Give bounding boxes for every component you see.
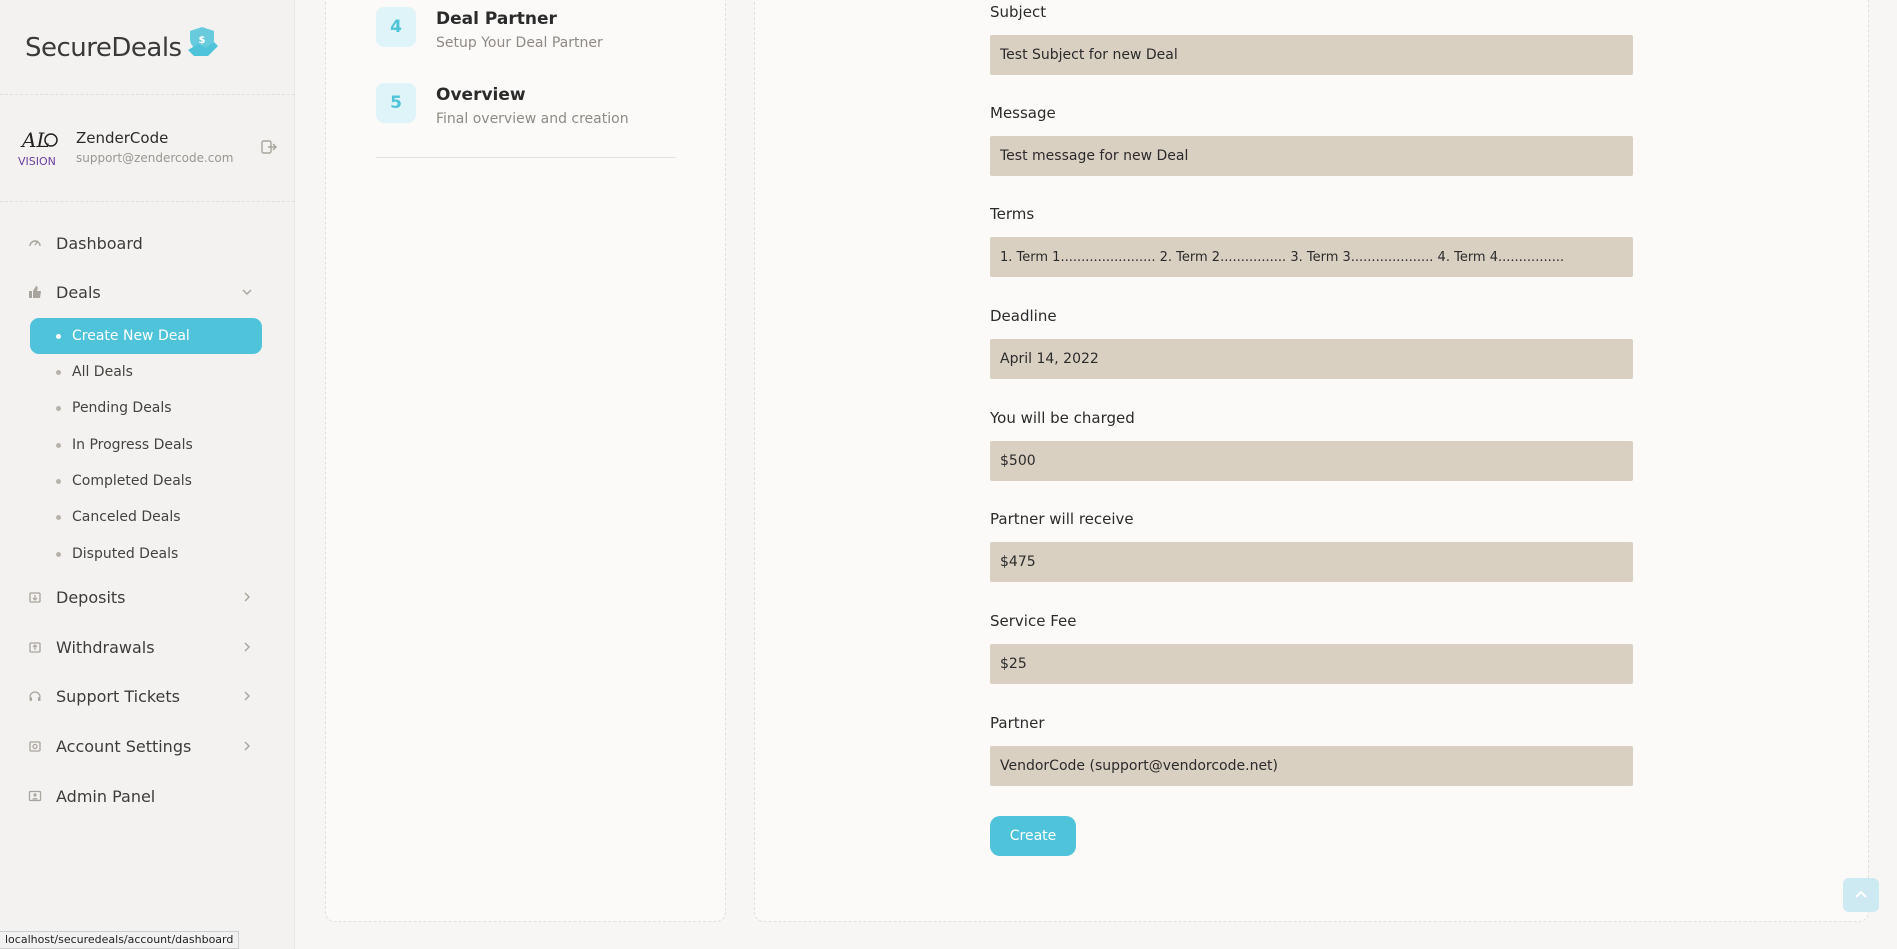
sidebar-item-label: Account Settings — [56, 736, 192, 756]
sidebar-subitem-create-new-deal[interactable] — [30, 318, 262, 354]
sidebar-subitem-completed-deals[interactable] — [30, 463, 262, 499]
message-field — [990, 104, 1633, 176]
steps-panel — [325, 0, 726, 922]
field-label: Terms — [990, 205, 1035, 223]
sidebar-item-support-tickets[interactable] — [28, 682, 253, 710]
sidebar-item-withdrawals[interactable] — [28, 633, 253, 661]
service-fee-input[interactable]: $25 — [990, 644, 1633, 684]
sidebar-item-deals[interactable] — [28, 278, 253, 306]
chevron-right-icon — [241, 740, 253, 752]
field-label: Subject — [990, 3, 1047, 21]
logout-icon[interactable] — [260, 138, 278, 156]
bullet-icon — [56, 334, 61, 339]
sidebar-subitem-label: Canceled Deals — [72, 509, 181, 525]
user-card — [18, 124, 278, 170]
terms-input[interactable]: 1. Term 1....................... 2. Term 2................ 3. Term 3.................... 4. Term 4................ — [990, 237, 1633, 277]
svg-text:$: $ — [198, 35, 206, 46]
bullet-icon — [56, 479, 61, 484]
partner-field — [990, 714, 1633, 786]
sidebar-item-label: Support Tickets — [56, 686, 181, 706]
chevron-right-icon — [241, 690, 253, 702]
headset-icon — [28, 689, 42, 703]
partner-receive-field — [990, 510, 1633, 582]
sidebar-subitem-disputed-deals[interactable] — [30, 536, 262, 572]
step-title: Overview — [436, 85, 526, 105]
status-bar-url: localhost/securedeals/account/dashboard — [0, 931, 239, 949]
sidebar-item-label: Deals — [56, 282, 101, 302]
thumb-up-icon — [28, 285, 42, 299]
divider — [0, 94, 295, 95]
sidebar — [0, 0, 295, 949]
sidebar-subitem-in-progress-deals[interactable] — [30, 427, 262, 463]
svg-text:VISION: VISION — [18, 155, 56, 168]
bullet-icon — [56, 552, 61, 557]
bullet-icon — [56, 443, 61, 448]
sidebar-item-label: Withdrawals — [56, 637, 155, 657]
deal-overview-form — [754, 0, 1869, 922]
user-email: support@zendercode.com — [76, 151, 234, 165]
sidebar-subitem-label: Completed Deals — [72, 473, 192, 489]
withdraw-icon — [28, 640, 42, 654]
partner-input[interactable]: VendorCode (support@vendorcode.net) — [990, 746, 1633, 786]
terms-field — [990, 205, 1633, 277]
subject-input[interactable]: Test Subject for new Deal — [990, 35, 1633, 75]
subject-field — [990, 3, 1633, 75]
sidebar-subitem-label: Pending Deals — [72, 400, 172, 416]
field-label: Message — [990, 104, 1056, 122]
step-number: 4 — [376, 7, 416, 47]
bullet-icon — [56, 406, 61, 411]
user-name: ZenderCode — [76, 129, 169, 147]
svg-text:AL: AL — [22, 128, 50, 152]
sidebar-subitem-all-deals[interactable] — [30, 354, 262, 390]
divider — [376, 157, 676, 158]
step-subtitle: Final overview and creation — [436, 111, 629, 127]
bullet-icon — [56, 370, 61, 375]
shield-hand-icon — [184, 24, 220, 60]
chevron-right-icon — [241, 591, 253, 603]
avatar — [18, 125, 60, 169]
sidebar-item-account-settings[interactable] — [28, 732, 253, 760]
partner-receive-input[interactable]: $475 — [990, 542, 1633, 582]
divider — [0, 201, 295, 202]
step-overview[interactable] — [376, 83, 629, 127]
step-number: 5 — [376, 83, 416, 123]
bullet-icon — [56, 515, 61, 520]
user-card-icon — [28, 789, 42, 803]
field-label: Service Fee — [990, 612, 1077, 630]
field-label: Partner — [990, 714, 1045, 732]
sidebar-subitem-canceled-deals[interactable] — [30, 499, 262, 535]
sidebar-subitem-label: Create New Deal — [72, 328, 190, 344]
field-label: You will be charged — [990, 409, 1135, 427]
sidebar-item-label: Admin Panel — [56, 786, 156, 806]
sidebar-item-deposits[interactable] — [28, 583, 253, 611]
field-label: Deadline — [990, 307, 1057, 325]
sidebar-item-admin-panel[interactable] — [28, 782, 253, 810]
sidebar-item-label: Dashboard — [56, 233, 143, 253]
deadline-input[interactable]: April 14, 2022 — [990, 339, 1633, 379]
sidebar-subitem-label: All Deals — [72, 364, 133, 380]
alg-vision-logo-icon — [18, 125, 60, 169]
chevron-down-icon — [241, 286, 253, 298]
service-fee-field — [990, 612, 1633, 684]
brand-logo[interactable] — [25, 28, 220, 68]
gauge-icon — [28, 236, 42, 250]
field-label: Partner will receive — [990, 510, 1134, 528]
chevron-up-icon — [1853, 887, 1869, 903]
scroll-top-button[interactable] — [1843, 878, 1879, 912]
charged-input[interactable]: $500 — [990, 441, 1633, 481]
sidebar-item-label: Deposits — [56, 587, 126, 607]
charged-field — [990, 409, 1633, 481]
step-subtitle: Setup Your Deal Partner — [436, 35, 603, 51]
deadline-field — [990, 307, 1633, 379]
deposit-icon — [28, 590, 42, 604]
step-title: Deal Partner — [436, 9, 557, 29]
settings-icon — [28, 739, 42, 753]
sidebar-subitem-label: Disputed Deals — [72, 546, 179, 562]
sidebar-item-dashboard[interactable] — [28, 229, 253, 257]
chevron-right-icon — [241, 641, 253, 653]
message-input[interactable]: Test message for new Deal — [990, 136, 1633, 176]
create-button[interactable]: Create — [990, 816, 1076, 856]
sidebar-subitem-pending-deals[interactable] — [30, 390, 262, 426]
step-deal-partner[interactable] — [376, 7, 603, 51]
brand-name: SecureDeals — [25, 33, 182, 63]
sidebar-subitem-label: In Progress Deals — [72, 437, 193, 453]
